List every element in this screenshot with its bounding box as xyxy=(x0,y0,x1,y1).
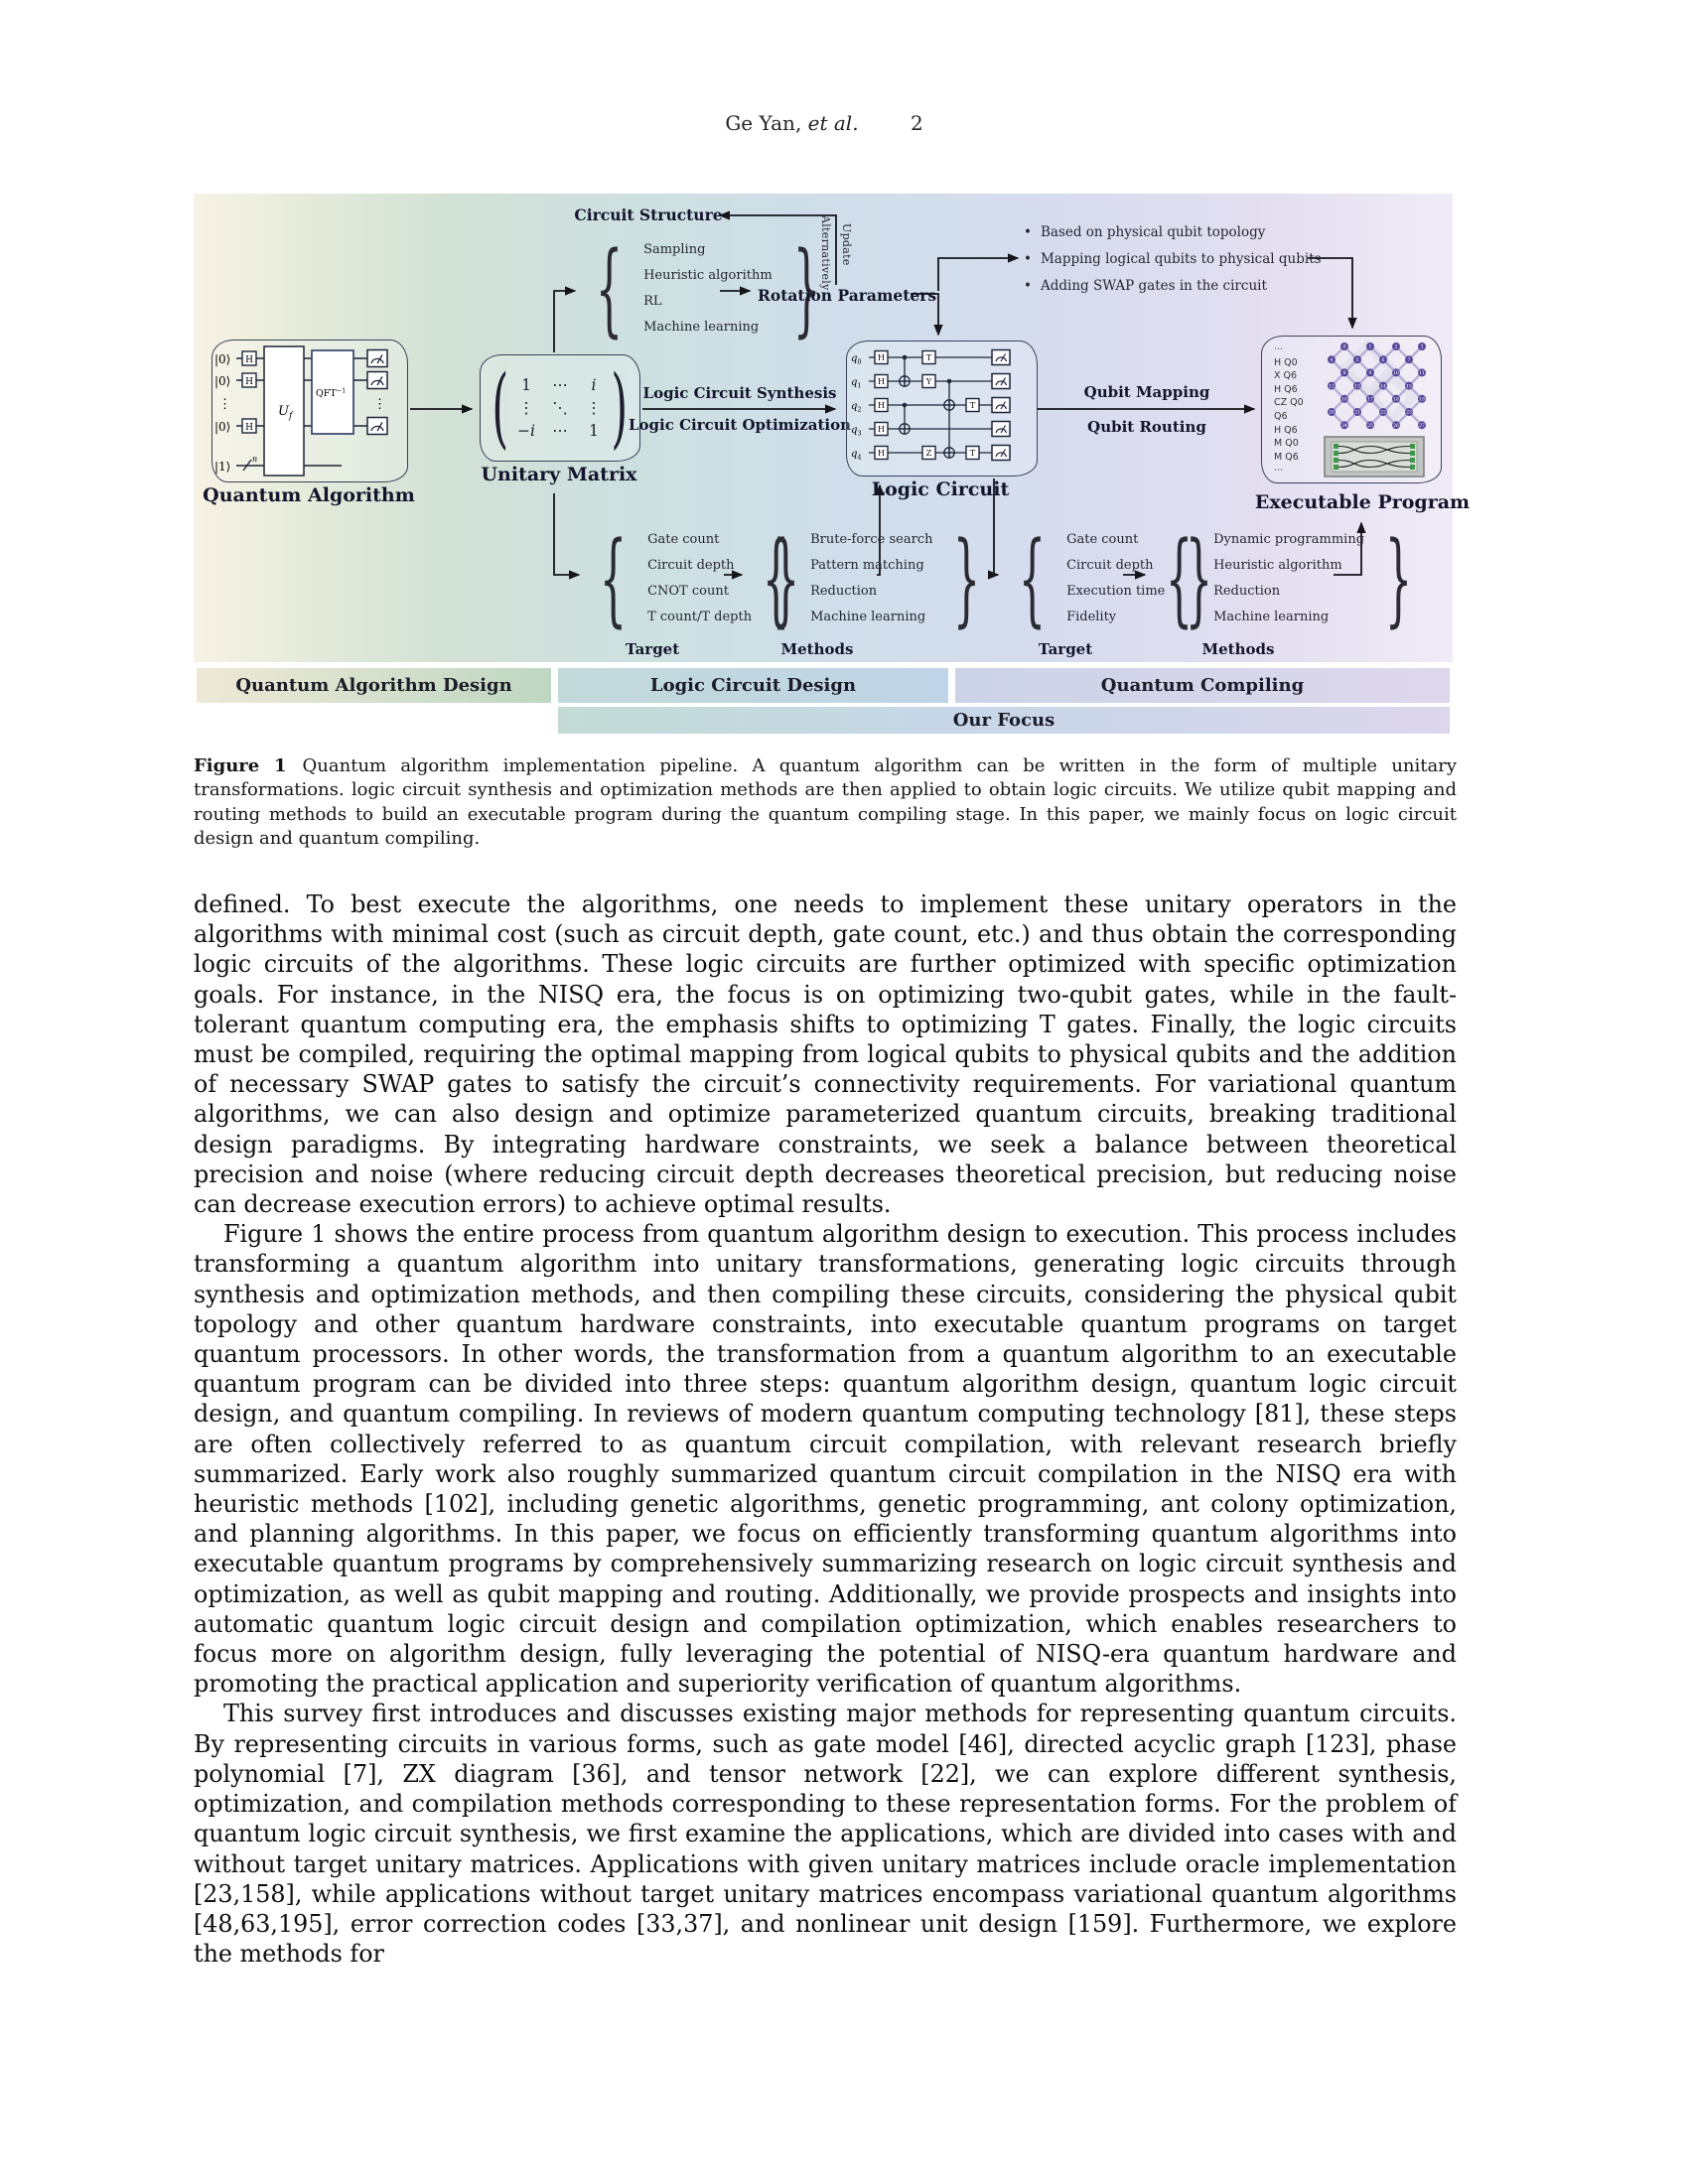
ket-0: |0⟩ xyxy=(214,352,231,366)
svg-text:21: 21 xyxy=(1354,410,1360,416)
qubit-sub: 4 xyxy=(857,453,862,462)
unitary-matrix-label: Unitary Matrix xyxy=(481,464,637,485)
circuit-structure-label: Circuit Structure xyxy=(574,205,723,224)
compiling-methods-list xyxy=(1149,527,1429,630)
logic-circuit-box xyxy=(846,341,1038,477)
method-item: Machine learning xyxy=(1213,610,1330,624)
band-our-focus: Our Focus xyxy=(558,707,1450,734)
svg-text:11: 11 xyxy=(1419,371,1425,377)
matrix-cell: ⋮ xyxy=(586,399,602,417)
svg-text:22: 22 xyxy=(1380,410,1386,416)
svg-text:7: 7 xyxy=(1407,357,1411,363)
figure-caption-text: Quantum algorithm implementation pipeline. A quantum algorithm can be written in the form of multiple unitary transformations. logic circuit synthesis and optimization methods are then applied to obtain logic circuits. We utilize qubit mapping and routing methods to build an executable program during the quantum compiling stage. In this paper, we mainly focus on logic circuit design and quantum compiling. xyxy=(194,755,1457,850)
ket-1: |0⟩ xyxy=(214,374,231,388)
paragraph: This survey first introduces and discusses existing major methods for representing quantum circuits. By representing circuits in various forms, such as gate model [46], directed acyclic graph [123], phase polynomial [7], ZX diagram [36], and tensor network [22], we can explore different synthesis, optimization, and compilation methods corresponding to these representation forms. For the problem of quantum logic circuit synthesis, we first examine the applications, which are divided into cases with and without target unitary matrices. Applications with given unitary matrices include oracle implementation [23,158], while applications without target unitary matrices encompass variational quantum algorithms [48,63,195], error correction codes [33,37], and nonlinear unit design [159]. Furthermore, we explore the methods for xyxy=(194,1700,1457,1969)
svg-text:4: 4 xyxy=(1330,357,1334,363)
body-text xyxy=(194,889,1457,1969)
qubit-sub: 3 xyxy=(857,429,862,438)
svg-text:12: 12 xyxy=(1329,384,1335,390)
matrix-left-paren-icon: ( xyxy=(492,357,509,459)
svg-text:15: 15 xyxy=(1406,384,1412,390)
quantum-algorithm-circuit xyxy=(212,341,407,481)
program-code-lines xyxy=(1274,342,1304,478)
code-line: M Q0 xyxy=(1274,438,1299,450)
matrix-cell: ⋱ xyxy=(552,399,568,417)
logic-circuit-synthesis-label: Logic Circuit Synthesis xyxy=(642,384,837,402)
method-item: Reduction xyxy=(1213,584,1281,599)
matrix-cell: ⋯ xyxy=(552,422,568,440)
target-item: Circuit depth xyxy=(1066,558,1154,573)
executable-program-box xyxy=(1261,336,1442,483)
synthesis-methods-label: Methods xyxy=(780,640,854,658)
svg-text:q2 xyxy=(851,401,862,414)
brace-left-icon xyxy=(1166,524,1193,633)
brace-left-icon xyxy=(763,524,789,633)
brace-left-icon xyxy=(600,524,627,633)
ket-2: |0⟩ xyxy=(214,420,231,434)
y-gate: Y xyxy=(925,377,932,388)
h-gate: H xyxy=(245,377,253,387)
logic-circuit-optimization-label: Logic Circuit Optimization xyxy=(628,416,852,434)
qubit-letter: q xyxy=(851,401,858,412)
code-line: H Q0 xyxy=(1274,356,1298,368)
matrix-cell: 1 xyxy=(521,376,531,394)
page-number: 2 xyxy=(910,111,923,135)
svg-text:19: 19 xyxy=(1419,397,1425,403)
svg-text:14: 14 xyxy=(1380,384,1386,390)
band-logic-circuit-design: Logic Circuit Design xyxy=(558,668,948,703)
svg-text:23: 23 xyxy=(1406,410,1412,416)
t-gate: T xyxy=(969,401,976,412)
h-gate: H xyxy=(245,423,253,433)
bullet-item: • Based on physical qubit topology xyxy=(1024,219,1322,246)
target-item: Fidelity xyxy=(1066,610,1117,624)
svg-text:q4 xyxy=(851,449,862,462)
bullet-item: • Mapping logical qubits to physical qubits xyxy=(1024,246,1322,273)
matrix-cell: ⋮ xyxy=(518,399,534,417)
compiling-methods-label: Methods xyxy=(1201,640,1275,658)
method-item: Pattern matching xyxy=(810,558,924,573)
vdots-right: ⋮ xyxy=(373,397,386,412)
code-line: X Q6 xyxy=(1274,370,1298,382)
code-line: ⋯ xyxy=(1274,465,1284,477)
header-etal: et al. xyxy=(807,111,859,135)
brace-right-icon xyxy=(953,524,980,633)
method-item: Heuristic algorithm xyxy=(1213,558,1342,573)
qubit-routing-label: Qubit Routing xyxy=(1087,418,1206,436)
quantum-algorithm-label: Quantum Algorithm xyxy=(203,484,415,506)
t-gate: T xyxy=(969,449,976,460)
uf-base: U xyxy=(278,404,289,419)
qft-base: QFT xyxy=(316,388,337,399)
h-gate: H xyxy=(877,449,886,460)
quantum-algorithm-box xyxy=(211,340,408,482)
h-gate: H xyxy=(877,425,886,436)
svg-text:2: 2 xyxy=(1394,344,1398,350)
code-line: M Q6 xyxy=(1274,451,1299,463)
matrix-cell: i xyxy=(591,376,597,394)
target-item: CNOT count xyxy=(647,584,729,599)
compiling-bullet-list xyxy=(1024,219,1322,300)
ket-3: |1⟩ xyxy=(214,460,231,474)
figure-caption xyxy=(194,754,1457,852)
svg-text:20: 20 xyxy=(1329,410,1335,416)
wire-width-n: n xyxy=(252,455,258,464)
svg-text:q0 xyxy=(851,353,862,366)
qubit-topology-lattice xyxy=(1324,339,1437,434)
t-gate: T xyxy=(925,353,932,364)
qubit-mapping-label: Qubit Mapping xyxy=(1083,383,1210,401)
rotation-parameters-label: Rotation Parameters xyxy=(758,286,937,305)
svg-text:9: 9 xyxy=(1368,371,1372,377)
synthesis-target-label: Target xyxy=(625,640,680,658)
h-gate: H xyxy=(877,377,886,388)
svg-text:0: 0 xyxy=(1342,344,1346,350)
code-line: H Q6 xyxy=(1274,383,1298,395)
qubit-letter: q xyxy=(851,353,858,364)
update-note-line1: Update xyxy=(840,223,853,266)
qubit-letter: q xyxy=(851,377,858,388)
h-gate: H xyxy=(245,355,253,365)
header-authors: Ge Yan, xyxy=(725,111,802,135)
z-gate: Z xyxy=(925,449,932,460)
qubit-letter: q xyxy=(851,425,858,436)
matrix-cell: ⋯ xyxy=(552,376,568,394)
svg-text:26: 26 xyxy=(1393,423,1399,429)
target-item: Circuit depth xyxy=(647,558,735,573)
svg-text:5: 5 xyxy=(1355,357,1359,363)
band-quantum-algorithm-design: Quantum Algorithm Design xyxy=(197,668,551,703)
vdots-left: ⋮ xyxy=(218,397,231,412)
update-note-line2: Alternatively xyxy=(819,215,832,291)
qubit-sub: 2 xyxy=(857,405,862,414)
svg-text:1: 1 xyxy=(1368,344,1372,350)
bullet-item: • Adding SWAP gates in the circuit xyxy=(1024,273,1322,300)
svg-text:18: 18 xyxy=(1393,397,1399,403)
compiling-target-label: Target xyxy=(1038,640,1093,658)
method-item: Brute-force search xyxy=(810,532,933,547)
method-item: Reduction xyxy=(810,584,878,599)
code-line: ⋯ xyxy=(1274,343,1284,354)
logic-circuit-diagram xyxy=(847,341,1037,476)
qubit-sub: 0 xyxy=(857,357,862,366)
method-item: Dynamic programming xyxy=(1213,532,1365,547)
cnot-gates xyxy=(900,355,954,459)
qft-sup: −1 xyxy=(336,386,347,395)
brace-left-icon xyxy=(596,234,623,343)
unitary-matrix-grid xyxy=(509,374,611,443)
band-quantum-compiling: Quantum Compiling xyxy=(955,668,1450,703)
h-gate: H xyxy=(877,353,886,364)
svg-text:3: 3 xyxy=(1420,344,1424,350)
measure-icons xyxy=(992,350,1010,461)
chip-routing-graphic xyxy=(1324,436,1425,478)
logic-circuit-label: Logic Circuit xyxy=(871,478,1010,500)
structure-method-item: Machine learning xyxy=(643,320,760,335)
measure-icons xyxy=(367,350,387,435)
figure-caption-tag: Figure 1 xyxy=(194,755,287,776)
running-header xyxy=(194,111,1455,135)
matrix-cell: −i xyxy=(517,422,535,440)
svg-text:17: 17 xyxy=(1367,397,1373,403)
structure-method-item: Heuristic algorithm xyxy=(643,268,773,283)
svg-text:25: 25 xyxy=(1367,423,1373,429)
paragraph: defined. To best execute the algorithms, one needs to implement these unitary operators in the algorithms with minimal cost (such as circuit depth, gate count, etc.) and thus obtain the corresponding logic circuits of the algorithms. These logic circuits are further optimized with specific optimization goals. For instance, in the NISQ era, the focus is on optimizing two-qubit gates, while in the fault-tolerant quantum computing era, the emphasis shifts to optimizing T gates. Finally, the logic circuits must be compiled, requiring the optimal mapping from logical qubits to physical qubits and the addition of necessary SWAP gates to satisfy the circuit’s connectivity requirements. For variational quantum algorithms, we can also design and optimize parameterized quantum circuits, breaking traditional design paradigms. By integrating hardware constraints, we seek a balance between theoretical precision and noise (where reducing circuit depth decreases theoretical precision, but reducing noise can decrease execution errors) to achieve optimal results. xyxy=(194,890,1457,1219)
brace-left-icon xyxy=(1019,524,1046,633)
synthesis-methods-list xyxy=(746,527,998,630)
svg-text:8: 8 xyxy=(1342,371,1346,377)
structure-method-item: RL xyxy=(643,294,662,309)
code-line: H Q6 xyxy=(1274,424,1298,436)
matrix-cell: 1 xyxy=(589,422,599,440)
matrix-right-paren-icon: ) xyxy=(611,357,629,459)
method-item: Machine learning xyxy=(810,610,926,624)
target-item: Gate count xyxy=(1066,532,1139,547)
unitary-matrix-box xyxy=(480,354,640,462)
target-item: Gate count xyxy=(647,532,720,547)
structure-method-item: Sampling xyxy=(643,242,706,257)
svg-text:13: 13 xyxy=(1354,384,1360,390)
qubit-letter: q xyxy=(851,449,858,460)
h-gate: H xyxy=(877,401,886,412)
svg-text:q3 xyxy=(851,425,862,438)
code-line: Q6 xyxy=(1274,410,1288,422)
svg-text:16: 16 xyxy=(1341,397,1347,403)
code-line: CZ Q0 xyxy=(1274,397,1304,409)
target-item: Execution time xyxy=(1066,584,1166,599)
uf-sub: f xyxy=(288,411,293,422)
paragraph: Figure 1 shows the entire process from quantum algorithm design to execution. This process includes transforming a quantum algorithm into unitary transformations, generating logic circuits through synthesis and optimization methods, and then compiling these circuits, considering the physical qubit topology and other quantum hardware constraints, into executable quantum programs on target quantum processors. In other words, the transformation from a quantum algorithm to an executable quantum program can be divided into three steps: quantum algorithm design, quantum logic circuit design, and quantum compiling. In reviews of modern quantum computing technology [81], these steps are often collectively referred to as quantum circuit compilation, with relevant research briefly summarized. Early work also roughly summarized quantum circuit compilation in the NISQ era with heuristic methods [102], including genetic algorithms, genetic programming, ant colony optimization, and planning algorithms. In this paper, we focus on efficiently transforming quantum algorithms into executable quantum programs by comprehensively summarizing research on logic circuit synthesis and optimization, as well as qubit mapping and routing. Additionally, we provide prospects and insights into automatic quantum logic circuit design and compilation optimization, which enables researchers to focus more on algorithm design, fully leveraging the potential of NISQ-era quantum hardware and promoting the practical application and superiority verification of quantum algorithms. xyxy=(194,1220,1457,1699)
svg-text:q1 xyxy=(851,377,862,390)
figure-1-diagram xyxy=(194,194,1471,738)
svg-text:10: 10 xyxy=(1393,371,1399,377)
svg-text:6: 6 xyxy=(1381,357,1385,363)
qubit-sub: 1 xyxy=(857,381,862,390)
brace-right-icon xyxy=(1385,524,1412,633)
svg-text:27: 27 xyxy=(1419,423,1425,429)
executable-program-label: Executable Program xyxy=(1254,491,1471,513)
target-item: T count/T depth xyxy=(647,610,753,624)
svg-text:24: 24 xyxy=(1341,423,1347,429)
